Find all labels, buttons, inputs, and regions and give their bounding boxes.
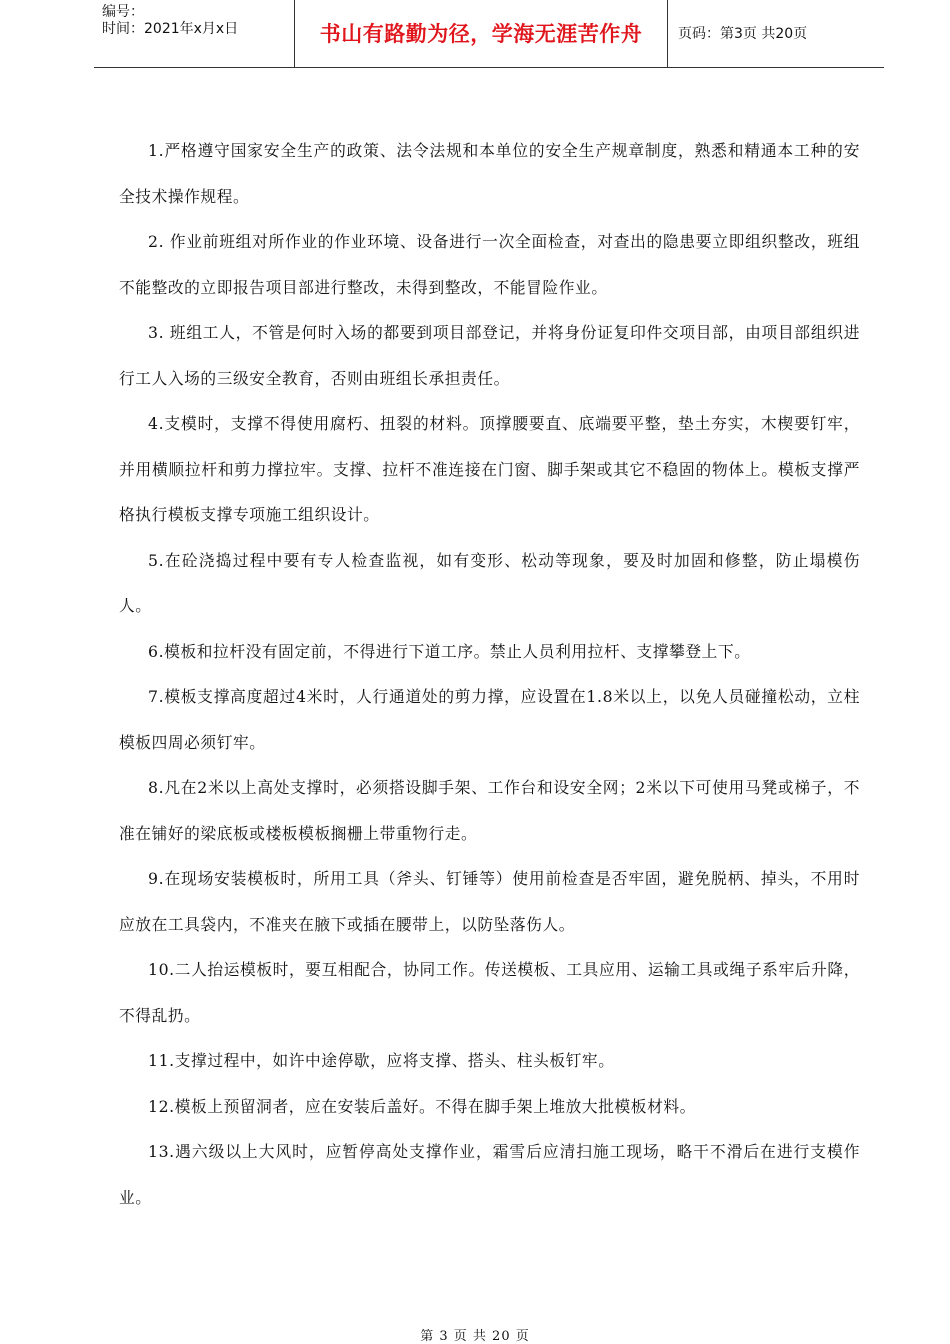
rule-paragraph: 13.遇六级以上大风时，应暂停高处支撑作业，霜雪后应清扫施工现场，略干不滑后在进行支模作业。 xyxy=(119,1142,860,1207)
header-page-info: 页码：第3页 共20页 xyxy=(678,25,808,42)
rule-paragraph: 6.模板和拉杆没有固定前，不得进行下道工序。禁止人员利用拉杆、支撑攀登上下。 xyxy=(148,641,751,661)
safety-rules-list xyxy=(119,128,860,1220)
rule-paragraph: 7.模板支撑高度超过4米时，人行通道处的剪力撑，应设置在1.8米以上，以免人员碰撞松动，立柱模板四周必须钉牢。 xyxy=(119,687,860,752)
page-footer: 第 3 页 共 20 页 xyxy=(420,1329,530,1344)
rule-paragraph: 1.严格遵守国家安全生产的政策、法令法规和本单位的安全生产规章制度，熟悉和精通本工种的安全技术操作规程。 xyxy=(119,141,860,206)
rule-paragraph: 5.在砼浇捣过程中要有专人检查监视，如有变形、松动等现象，要及时加固和修整，防止塌模伤人。 xyxy=(119,550,860,615)
document-code-label: 编号： xyxy=(102,4,144,20)
rule-paragraph: 10.二人抬运模板时，要互相配合，协同工作。传送模板、工具应用、运输工具或绳子系牢后升降，不得乱扔。 xyxy=(119,960,860,1025)
rule-paragraph: 12.模板上预留洞者，应在安装后盖好。不得在脚手架上堆放大批模板材料。 xyxy=(148,1096,696,1116)
rule-paragraph: 11.支撑过程中，如许中途停歇，应将支撑、搭头、柱头板钉牢。 xyxy=(148,1051,615,1070)
rule-paragraph: 4.支模时，支撑不得使用腐朽、扭裂的材料。顶撑腰要直、底端要平整，垫土夯实，木楔要钉牢，并用横顺拉杆和剪力撑拉牢。支撑、拉杆不准连接在门窗、脚手架或其它不稳固的物体上。模板支撑严格执行模板支撑专项施工组织设计。 xyxy=(119,414,860,524)
rule-paragraph: 8.凡在2米以上高处支撑时，必须搭设脚手架、工作台和设安全网；2米以下可使用马凳或梯子，不准在铺好的梁底板或楼板模板搁栅上带重物行走。 xyxy=(119,778,860,843)
page-header xyxy=(94,0,884,68)
header-motto-cell xyxy=(295,0,668,67)
document-date: 时间：2021年x月x日 xyxy=(102,21,239,37)
header-motto: 书山有路勤为径，学海无涯苦作舟 xyxy=(319,21,643,46)
rule-paragraph: 2. 作业前班组对所作业的作业环境、设备进行一次全面检查，对查出的隐患要立即组织整改，班组不能整改的立即报告项目部进行整改，未得到整改，不能冒险作业。 xyxy=(119,232,860,297)
header-meta xyxy=(94,0,295,67)
rule-paragraph: 3. 班组工人，不管是何时入场的都要到项目部登记，并将身份证复印件交项目部，由项目部组织进行工人入场的三级安全教育，否则由班组长承担责任。 xyxy=(119,323,860,388)
rule-paragraph: 9.在现场安装模板时，所用工具（斧头、钉锤等）使用前检查是否牢固，避免脱柄、掉头，不用时应放在工具袋内，不准夹在腋下或插在腰带上，以防坠落伤人。 xyxy=(119,869,860,934)
